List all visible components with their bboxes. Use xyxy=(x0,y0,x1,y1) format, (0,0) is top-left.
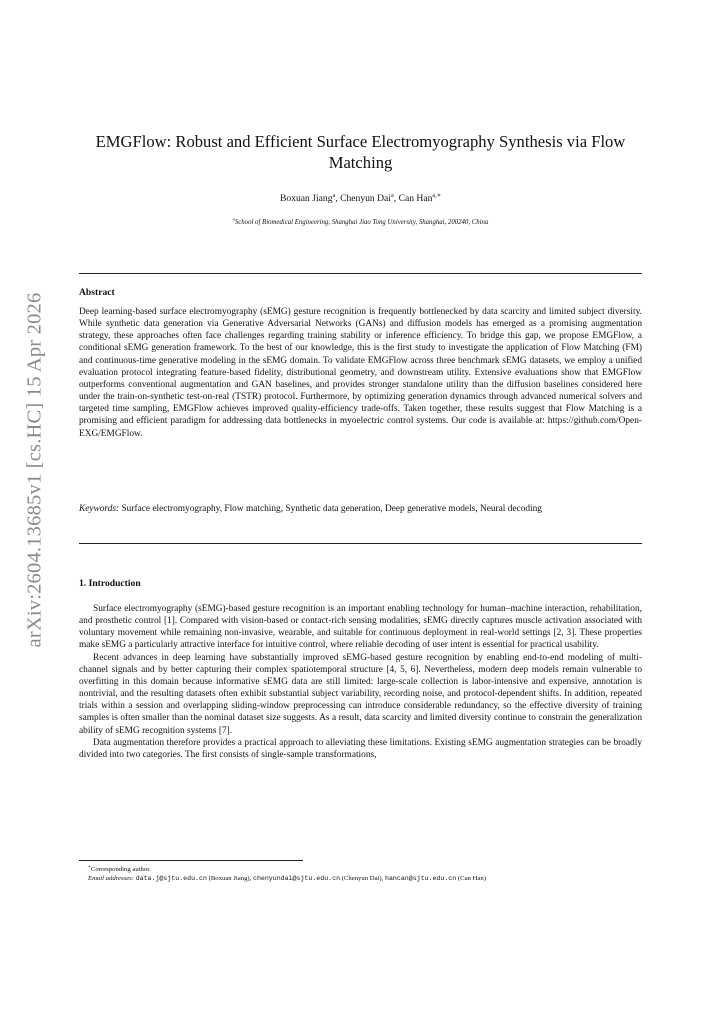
email-link[interactable]: hancan@sjtu.edu.cn xyxy=(385,875,457,882)
author-mark: a xyxy=(390,191,394,199)
footnotes xyxy=(79,865,649,883)
footnote-rule xyxy=(79,860,303,861)
abstract-heading: Abstract xyxy=(79,287,115,298)
author-name: Boxuan Jiang xyxy=(280,193,333,204)
intro-paragraph: Surface electromyography (sEMG)-based gesture recognition is an important enabling technology for human–machine interaction, rehabilitation, and prosthetic control [1]. Compared with vision-based or contact-rich sensing modalities, sEMG directly captures muscle activation associated with voluntary movement while remaining non-invasive, wearable, and suitable for continuous deployment in real-world settings [2, 3]. These properties make sEMG a particularly attractive interface for intuitive control, where reliable decoding of user intent is essential for practical usability. xyxy=(79,604,642,651)
arxiv-identifier: arXiv:2604.13685v1 [cs.HC] 15 Apr 2026 xyxy=(23,292,46,648)
affiliation xyxy=(80,216,641,226)
author-mark: a,∗ xyxy=(432,191,441,199)
email-link[interactable]: data.j@sjtu.edu.cn xyxy=(135,875,207,882)
email-owner: (Boxuan Jiang) xyxy=(208,875,250,882)
author-list: Boxuan Jiang$^a$, Chenyun Dai$^a$, Can Han$^{a,∗}$ xyxy=(280,191,441,204)
paper-title: EMGFlow: Robust and Efficient Surface Electromyography Synthesis via Flow Matching xyxy=(95,132,626,172)
author-mark: a xyxy=(332,191,336,199)
footnote-mark: ∗ xyxy=(88,863,91,869)
abstract-top-rule xyxy=(79,273,642,274)
keywords xyxy=(79,503,642,515)
arxiv-sidebar xyxy=(10,292,60,648)
email-label: Email addresses: xyxy=(88,875,135,882)
keywords-label: Keywords: xyxy=(79,504,120,514)
footnote-emails: Email addresses: data.j@sjtu.edu.cn (Boxuan Jiang), chenyundai@sjtu.edu.cn (Chenyun Dai), hancan@sjtu.edu.cn (Can Han) xyxy=(88,875,486,882)
keywords-text: Surface electromyography, Flow matching, Synthetic data generation, Deep generative models, Neural decoding xyxy=(121,504,542,514)
section-heading-introduction: 1. Introduction xyxy=(79,578,141,589)
affiliation-mark: a xyxy=(232,216,235,222)
abstract-text: Deep learning-based surface electromyography (sEMG) gesture recognition is frequently bottlenecked by data scarcity and limited subject diversity. While synthetic data generation via Generative Adversarial Networks (GANs) and diffusion models has emerged as a promising augmentation strategy, these approaches often face challenges regarding training stability or inference efficiency. To bridge this gap, we propose EMGFlow, a conditional sEMG generation framework. To the best of our knowledge, this is the first study to investigate the application of Flow Matching (FM) and continuous-time generative modeling in the sEMG domain. To validate EMGFlow across three benchmark sEMG datasets, we employ a unified evaluation protocol integrating feature-based fidelity, distributional geometry, and downstream utility. Extensive evaluations show that EMGFlow outperforms conventional augmentation and GAN baselines, and provides stronger standalone utility than the diffusion baselines considered here under the train-on-synthetic test-on-real (TSTR) protocol. Furthermore, by optimizing generation dynamics through advanced numerical solvers and targeted time sampling, EMGFlow achieves improved quality-efficiency trade-offs. Taken together, these results suggest that Flow Matching is a promising and efficient paradigm for addressing data bottlenecks in myoelectric control systems. Our code is available at: https://github.com/Open-EXG/EMGFlow. xyxy=(79,307,642,439)
abstract-bottom-rule xyxy=(79,543,642,544)
author-name: Chenyun Dai xyxy=(340,193,391,204)
email-link[interactable]: chenyundai@sjtu.edu.cn xyxy=(252,875,341,882)
intro-paragraph: Data augmentation therefore provides a practical approach to alleviating these limitations. Existing sEMG augmentation strategies can be broadly divided into two categories. The first consists of single-sample transformations, xyxy=(79,737,642,760)
intro-paragraph: Recent advances in deep learning have substantially improved sEMG-based gesture recognition by enabling end-to-end modeling of multi-channel signals and by better capturing their complex spatiotemporal structure [4, 5, 6]. Nevertheless, modern deep models remain vulnerable to overfitting in this domain because informative sEMG data are still limited: large-scale collection is labor-intensive and expensive, annotation is nontrivial, and the resulting datasets often exhibit substantial subject variability, recording noise, and protocol-dependent shifts. In addition, repeated trials within a session and overlapping sliding-window preprocessing can introduce considerable redundancy, so the effective diversity of training samples is often smaller than the nominal dataset size suggests. As a result, data scarcity and limited diversity continue to constrain the generalization ability of sEMG recognition systems [7]. xyxy=(79,652,642,736)
introduction-body xyxy=(79,603,642,761)
email-owner: (Can Han) xyxy=(457,875,486,882)
author-name: Can Han xyxy=(398,193,433,204)
email-owner: (Chenyun Dai) xyxy=(341,875,382,882)
footnote-corresponding xyxy=(88,865,649,874)
footnote-corresponding-text: Corresponding author. xyxy=(90,866,151,873)
affiliation-text: School of Biomedical Engineering, Shanghai Jiao Tong University, Shanghai, 200240, China xyxy=(234,219,489,226)
